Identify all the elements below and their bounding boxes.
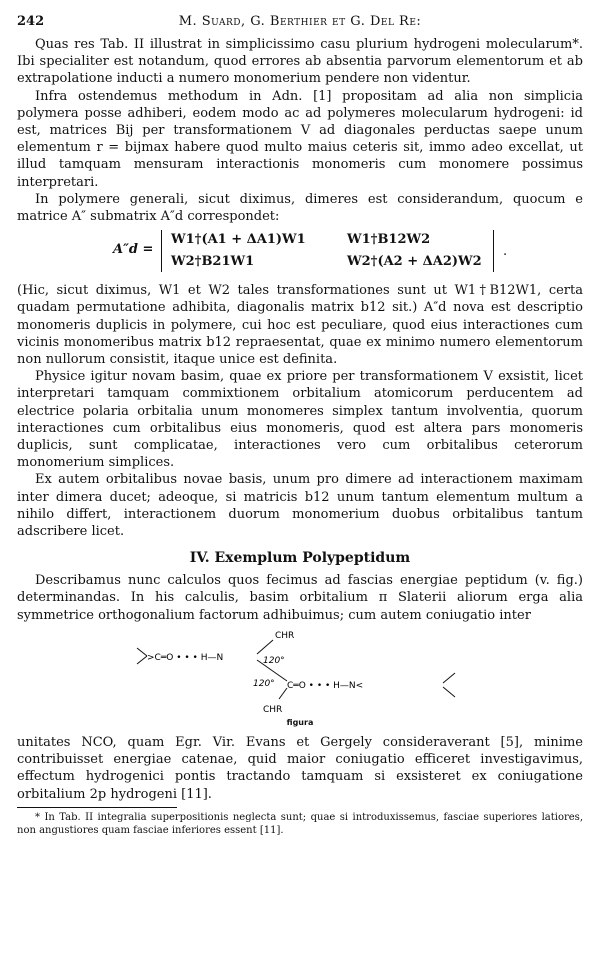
paragraph-6: Ex autem orbitalibus novae basis, unum pro dimere ad interactionem maximam inter dimera ducet; adeoque, si matricis b12 unum tantum elementum multum a nihilo differt, interactionem duorum monomerium duobus orbitalibus tantum adscribere licet. <box>17 472 583 540</box>
row1-structure: >C═O • • • H—N <box>147 652 224 663</box>
row2-structure: C═O • • • H—N< <box>287 680 364 691</box>
page-number: 242 <box>17 14 45 29</box>
footnote-rule <box>17 807 177 808</box>
section-heading: IV. Exemplum Polypeptidum <box>189 550 411 567</box>
paragraph-3: In polymere generali, sicut diximus, dimeres est considerandum, quocum e matrice A″ submatrix A″d correspondet: <box>17 191 583 225</box>
paragraph-2: Infra ostendemus methodum in Adn. [1] propositam ad alia non simplicia polymera posse adhiberi, eodem modo ac ad polymeres molecularum hydrogeni: id est, matrices Bij per transformationem V ad diagonales perductas saepe unum elementum r = bijmax habere quod multo maius ceteris sit, immo adeo excellat, ut illud tamquam mensuram interactionis monomeris cum monomere possimus interpretari. <box>17 88 583 190</box>
bond-left-bottom <box>137 656 147 664</box>
matrix-cell-22: W2†(A2 + ΔA2)W2 <box>347 254 482 270</box>
paragraph-1: Quas res Tab. II illustrat in simplicissimo casu plurium hydrogeni molecularum*. Ibi specialiter est notandum, quod errores ab absentia parvorum elementorum et ab extrapolatione inducti a numero monomerium pendere non videntur. <box>17 37 583 87</box>
matrix-left-bar <box>161 230 162 272</box>
matrix-cell-21: W2†B21W1 <box>171 254 255 270</box>
paragraph-5: Physice igitur novam basim, quae ex priore per transformationem V exsistit, licet interpretari tamquam commixtionem orbitalium atomicorum perducentem ad electrice polaria orbitalia unum monomeres simplex tantum involventia, quorum interactiones cum orbitalibus eius monomeris, quod est altera pars monomeris duplicis, sunt complicatae, interactiones vero cum orbitalibus ceterorum monomerium simplices. <box>17 369 583 471</box>
bond-right-top <box>443 673 455 683</box>
running-title: M. Suard, G. Berthier et G. Del Re: <box>178 14 422 29</box>
matrix-right-bar <box>493 230 494 272</box>
formula-lhs: A″d = <box>113 242 154 258</box>
footnote: * In Tab. II integralia superpositionis neglecta sunt; quae si introduxissemus, fasciae superiores latiores, non angustiores quam fasciae inferiores essent [11]. <box>17 811 583 836</box>
peptide-structure-diagram <box>17 626 583 718</box>
chr-top: CHR <box>275 630 295 641</box>
chr-bottom: CHR <box>263 704 283 715</box>
peptide-figure <box>17 626 583 730</box>
running-header <box>17 10 583 36</box>
paragraph-7: Describamus nunc calculos quos fecimus ad fascias energiae peptidum (v. fig.) determinandas. In his calculis, basim orbitalium π Slaterii aliorum erga alia symmetrice orthogonalium factorum adhibuimus; cum autem coniugatio inter <box>17 573 583 623</box>
page <box>17 10 583 837</box>
bond-left-top <box>137 648 147 656</box>
formula-period: . <box>503 244 508 260</box>
bond-n-chr <box>257 640 273 654</box>
paragraph-8: unitates NCO, quam Egr. Vir. Evans et Gergely consideraverant [5], minime contribuisset energiae catenae, quid maior coniugatio efficeret investigavimus, effectum hydrogenici pontis tractando tamquam si exsisteret ex coniugatione orbitalium 2p hydrogeni [11]. <box>17 734 583 802</box>
bond-right-bottom <box>443 687 455 697</box>
angle-top: 120° <box>263 655 285 666</box>
bond-c-chr <box>279 688 287 699</box>
matrix-formula <box>17 228 583 278</box>
angle-bottom: 120° <box>253 678 275 689</box>
figure-caption: figura <box>286 717 314 727</box>
paragraph-4: (Hic, sicut diximus, W1 et W2 tales transformationes sunt ut W1†B12W1, certa quadam permutatione adhibita, diagonalis matrix b12 sit.) A″d nova est descriptio monomeris duplicis in polymere, cui hoc est peculiare, quod eius interactiones cum vicinis monomeribus matrix b12 repraesentat, quae ex minimo numero elementorum non nullorum consistit, itaque unice est definita. <box>17 283 583 368</box>
matrix-cell-11: W1†(A1 + ΔA1)W1 <box>171 232 306 248</box>
matrix-cell-12: W1†B12W2 <box>347 232 431 248</box>
